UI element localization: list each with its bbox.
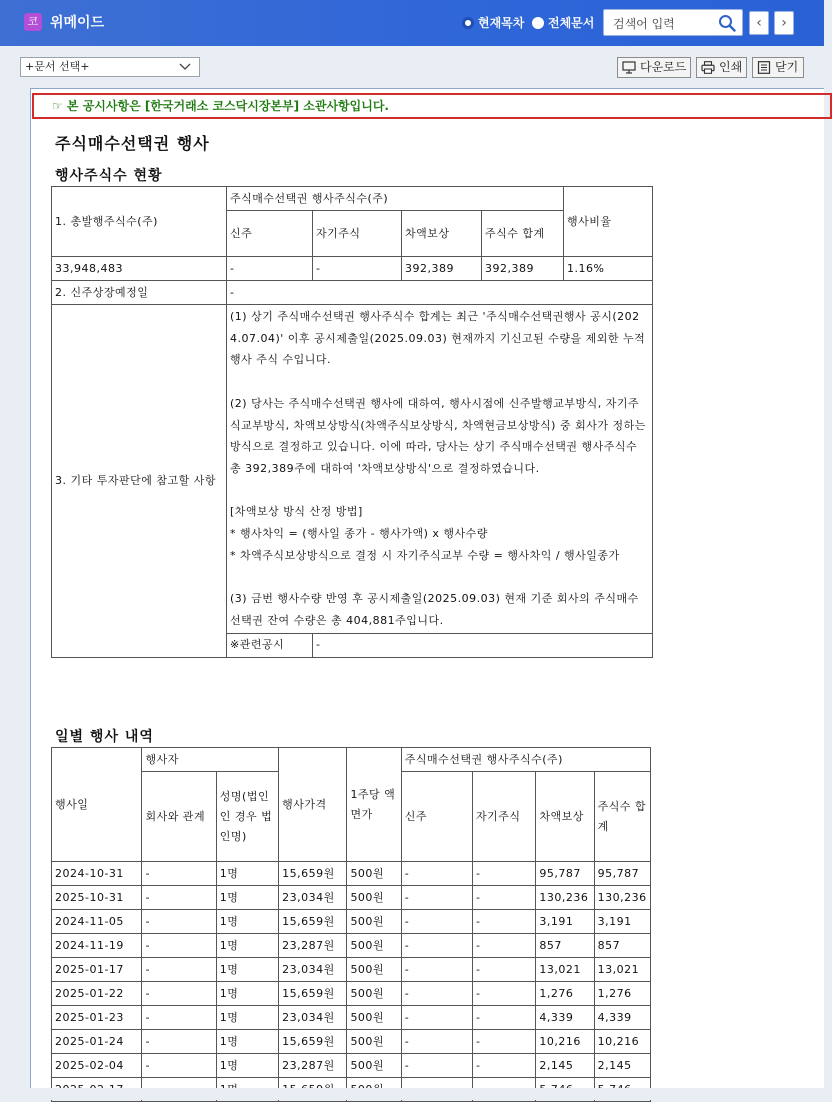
name-header: 성명(법인인 경우 법인명) [216,772,278,862]
search-placeholder: 검색어 입력 [613,17,675,31]
cell-treasury: - [473,982,536,1006]
new-shares-header: 신주 [227,211,313,257]
cell-date: 2025-01-22 [52,982,142,1006]
cell-relation: - [142,1006,216,1030]
narrative-spacer [230,480,649,502]
other-investment-info-text [227,305,653,634]
table-row [52,982,651,1006]
total-issued-shares-label: 1. 총발행주식수(주) [52,187,227,257]
cell-date: 2024-10-31 [52,862,142,886]
cell-date: 2025-01-17 [52,958,142,982]
cell-cash: 130,236 [536,886,594,910]
cash-settlement-header: 차액보상 [402,211,482,257]
cell-relation: - [142,958,216,982]
top-bar [0,0,824,46]
cell-treasury: - [473,910,536,934]
narrative-line: (2) 당사는 주식매수선택권 행사에 대하여, 행사시점에 신주발행교부방식, 자기주식교부방식, 차액보상방식(차액주식보상방식, 차액현금보상방식) 중 회사가 정하는 방식으로 결정하고 있습니다. 이에 따라, 당사는 상기 주식매수선택권 행사주식수 총 392,389주에 대하여 '차액보상방식'으로 결정하였습니다. [230,396,646,475]
cell-par: 500원 [347,910,401,934]
cell-cash: 95,787 [536,862,594,886]
cell-total: 1,276 [594,982,650,1006]
cell-total: 857 [594,934,650,958]
cash-settlement-value: 392,389 [402,257,482,281]
document-title: 주식매수선택권 행사 [55,134,210,153]
daily-new-shares-header: 신주 [401,772,472,862]
cell-new: - [401,934,472,958]
kosdaq-logo-icon: 코 [24,13,42,31]
document-select[interactable] [20,57,200,77]
cell-treasury: - [473,886,536,910]
total-issued-shares-value: 33,948,483 [52,257,227,281]
daily-cash-settlement-header: 차액보상 [536,772,594,862]
cell-treasury: - [473,958,536,982]
prev-button[interactable]: ‹ [749,11,769,35]
exercise-status-table [51,186,653,658]
daily-rows [52,862,651,1102]
search-input[interactable] [603,9,743,36]
download-label: 다운로드 [640,60,687,74]
cell-total: 10,216 [594,1030,650,1054]
exerciser-group-header: 행사자 [142,748,279,772]
cell-price: 15,659원 [279,910,347,934]
cell-date: 2024-11-05 [52,910,142,934]
next-button[interactable]: › [774,11,794,35]
cell-cash: 2,145 [536,1054,594,1078]
radio-current-toc-label: 현재목차 [478,16,525,30]
daily-exercise-table [51,747,651,1102]
narrative-line: [차액보상 방식 산정 방법] [230,505,363,519]
cell-new: - [401,862,472,886]
close-label: 닫기 [775,60,799,74]
relation-header: 회사와 관계 [142,772,216,862]
cell-total: 4,339 [594,1006,650,1030]
narrative-line: (1) 상기 주식매수선택권 행사주식수 합계는 최근 '주식매수선택권행사 공시(2024.07.04)' 이후 공시제출일(2025.09.03) 현재까지 기신고된 수량을 제외한 누적 행사 주식 수입니다. [230,310,646,367]
cell-relation: - [142,934,216,958]
table-row [52,886,651,910]
cell-new: - [401,1006,472,1030]
company-name: 위메이드 [50,15,105,31]
cell-name: 1명 [216,982,278,1006]
narrative-line: (3) 금번 행사수량 반영 후 공시제출일(2025.09.03) 현재 기준 회사의 주식매수선택권 잔여 수량은 총 404,881주입니다. [230,592,639,627]
cell-total: 95,787 [594,862,650,886]
cell-relation: - [142,1030,216,1054]
daily-option-shares-group-header: 주식매수선택권 행사주식수(주) [401,748,650,772]
treasury-shares-value: - [313,257,402,281]
cell-price: 15,659원 [279,982,347,1006]
cell-total: 2,145 [594,1054,650,1078]
narrative-line: * 차액주식보상방식으로 결정 시 자기주식교부 수량 = 행사차익 / 행사일종가 [230,548,620,562]
cell-total: 3,191 [594,910,650,934]
narrative-line: * 행사차익 = (행사일 종가 - 행사가액) x 행사수량 [230,527,488,540]
related-disclosure-label: ※관련공시 [227,633,313,657]
cell-price: 23,287원 [279,1054,347,1078]
cell-new: - [401,958,472,982]
cell-name: 1명 [216,934,278,958]
cell-name: 1명 [216,886,278,910]
cell-par: 500원 [347,1006,401,1030]
cell-price: 15,659원 [279,862,347,886]
document-viewer [30,88,824,1088]
close-button[interactable] [752,57,804,78]
exercise-ratio-header: 행사비율 [564,187,653,257]
monitor-download-icon [622,61,636,74]
exercise-ratio-value: 1.16% [564,257,653,281]
document-select-value: +문서 선택+ [25,60,90,73]
cell-name: 1명 [216,910,278,934]
cell-name: 1명 [216,1030,278,1054]
narrative-spacer [230,566,649,588]
document-close-icon [757,61,771,74]
chevron-down-icon [179,60,191,72]
cell-date: 2024-11-19 [52,934,142,958]
cell-par: 500원 [347,886,401,910]
cell-new: - [401,982,472,1006]
cell-new: - [401,910,472,934]
total-shares-value: 392,389 [482,257,564,281]
cell-par: 500원 [347,982,401,1006]
table-row [52,958,651,982]
table-row [52,1054,651,1078]
daily-treasury-shares-header: 자기주식 [473,772,536,862]
cell-cash: 4,339 [536,1006,594,1030]
cell-price: 23,034원 [279,886,347,910]
cell-date: 2025-01-24 [52,1030,142,1054]
cell-price: 23,287원 [279,934,347,958]
cell-relation: - [142,1054,216,1078]
table-row [52,910,651,934]
cell-treasury: - [473,1030,536,1054]
cell-name: 1명 [216,958,278,982]
exercise-date-header: 행사일 [52,748,142,862]
narrative-spacer [230,371,649,393]
cell-treasury: - [473,1054,536,1078]
section-heading-daily-exercise: 일별 행사 내역 [55,729,154,745]
cell-date: 2025-10-31 [52,886,142,910]
cell-cash: 3,191 [536,910,594,934]
exercise-price-header: 행사가격 [279,748,347,862]
radio-selected-icon [462,17,474,29]
cell-par: 500원 [347,1054,401,1078]
jurisdiction-notice: ☞ 본 공시사항은 [한국거래소 코스닥시장본부] 소관사항입니다. [32,93,832,119]
table-row [52,934,651,958]
table-row [52,1006,651,1030]
related-disclosure-value: - [313,633,653,657]
cell-total: 130,236 [594,886,650,910]
cell-cash: 10,216 [536,1030,594,1054]
cell-cash: 857 [536,934,594,958]
par-value-header: 1주당 액면가 [347,748,401,862]
radio-current-toc[interactable] [462,14,524,31]
option-shares-group-header: 주식매수선택권 행사주식수(주) [227,187,564,211]
cell-par: 500원 [347,934,401,958]
listing-date-label: 2. 신주상장예정일 [52,281,227,305]
cell-price: 23,034원 [279,958,347,982]
cell-price: 23,034원 [279,1006,347,1030]
bottom-margin [0,1088,824,1100]
cell-relation: - [142,886,216,910]
cell-date: 2025-02-04 [52,1054,142,1078]
listing-date-value: - [227,281,653,305]
radio-all-docs[interactable] [532,14,594,31]
treasury-shares-header: 자기주식 [313,211,402,257]
cell-relation: - [142,862,216,886]
cell-name: 1명 [216,1006,278,1030]
table-row [52,862,651,886]
new-shares-value: - [227,257,313,281]
print-button[interactable] [696,57,747,78]
cell-cash: 13,021 [536,958,594,982]
cell-name: 1명 [216,862,278,886]
radio-all-docs-label: 전체문서 [548,16,595,30]
print-label: 인쇄 [719,60,743,74]
printer-icon [701,61,715,74]
cell-cash: 1,276 [536,982,594,1006]
cell-new: - [401,1054,472,1078]
cell-treasury: - [473,1006,536,1030]
cell-date: 2025-01-23 [52,1006,142,1030]
cell-price: 15,659원 [279,1030,347,1054]
toolbar [0,46,824,88]
cell-par: 500원 [347,862,401,886]
table-row [52,1030,651,1054]
section-heading-exercise-status: 행사주식수 현황 [55,168,163,184]
cell-new: - [401,1030,472,1054]
cell-treasury: - [473,934,536,958]
cell-total: 13,021 [594,958,650,982]
other-investment-info-label: 3. 기타 투자판단에 참고할 사항 [52,305,227,658]
total-shares-header: 주식수 합계 [482,211,564,257]
cell-relation: - [142,910,216,934]
cell-treasury: - [473,862,536,886]
daily-total-shares-header: 주식수 합계 [594,772,650,862]
cell-name: 1명 [216,1054,278,1078]
cell-par: 500원 [347,958,401,982]
search-icon[interactable] [718,14,736,32]
download-button[interactable] [617,57,691,78]
radio-unselected-icon [532,17,544,29]
cell-par: 500원 [347,1030,401,1054]
cell-relation: - [142,982,216,1006]
cell-new: - [401,886,472,910]
